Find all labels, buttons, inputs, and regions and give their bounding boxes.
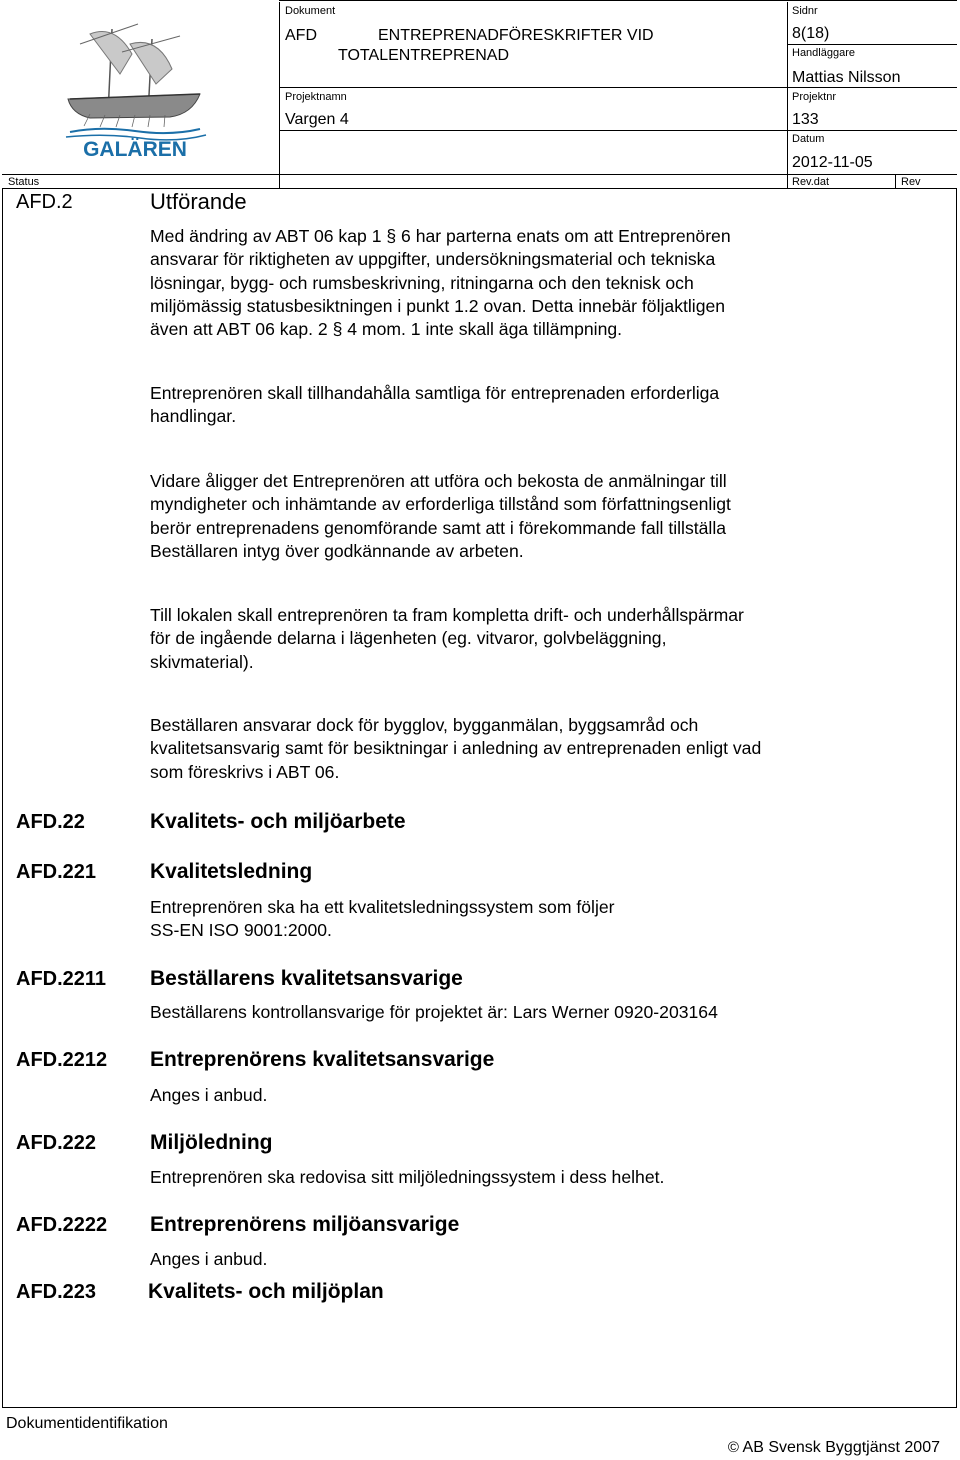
dokument-title-line1: ENTREPRENADFÖRESKRIFTER VID — [378, 27, 654, 44]
sidnr-label: Sidnr — [792, 5, 818, 17]
section-heading-entreprenorens-kvalitetsansvarige: Entreprenörens kvalitetsansvarige — [150, 1048, 495, 1071]
paragraph-anmalningar: Vidare åligger det Entreprenören att utföra och bekosta de anmälningar till myndigheter och inhämtande av erforderliga tillstånd som författningsenligt berör entreprenadens genomförande samt att i förekommande fall tillställa Beställaren intyg över godkännande av arbeten. — [150, 471, 731, 561]
footer-dokumentidentifikation: Dokumentidentifikation — [6, 1415, 168, 1432]
logo-text: GALÄREN — [83, 138, 187, 159]
handlaggare-label: Handläggare — [792, 47, 855, 59]
section-code-afd2: AFD.2 — [16, 191, 73, 213]
copyright-icon: © — [727, 1439, 739, 1456]
text-kontrollansvarige: Beställarens kontrollansvarige för projektet är: Lars Werner 0920-203164 — [150, 1002, 718, 1022]
content-frame — [2, 188, 957, 1408]
section-heading-kvalitets-och-miljoplan: Kvalitets- och miljöplan — [148, 1280, 384, 1303]
section-code-afd223: AFD.223 — [16, 1281, 97, 1303]
footer-copyright — [728, 1438, 940, 1457]
section-heading-utforande: Utförande — [150, 189, 247, 214]
section-code-afd22: AFD.22 — [16, 811, 85, 833]
dokument-title-line2: TOTALENTREPRENAD — [338, 47, 509, 64]
projektnamn-value: Vargen 4 — [285, 111, 349, 128]
footer-publisher: AB Svensk Byggtjänst 2007 — [742, 1439, 940, 1456]
rev-label: Rev — [901, 176, 921, 188]
section-code-afd2222: AFD.2222 — [16, 1214, 108, 1236]
paragraph-driftparmar: Till lokalen skall entreprenören ta fram kompletta drift- och underhållspärmar för de ingående delarna i lägenheten (eg. vitvaror, golvbeläggning, skivmaterial). — [150, 605, 744, 672]
revdat-label: Rev.dat — [792, 176, 830, 188]
section-code-afd2212: AFD.2212 — [16, 1049, 108, 1071]
dokument-prefix: AFD — [285, 27, 317, 44]
paragraph-handlingar: Entreprenören skall tillhandahålla samtliga för entreprenaden erforderliga handlingar. — [150, 383, 720, 427]
section-heading-entreprenorens-miljoansvarige: Entreprenörens miljöansvarige — [150, 1213, 460, 1236]
section-code-afd2211: AFD.2211 — [16, 968, 107, 990]
section-heading-miljoledning: Miljöledning — [150, 1131, 273, 1154]
projektnr-label: Projektnr — [792, 91, 837, 103]
projektnr-value: 133 — [792, 111, 819, 128]
datum-label: Datum — [792, 133, 825, 145]
status-label: Status — [8, 176, 40, 188]
sidnr-value: 8(18) — [792, 25, 830, 42]
section-code-afd222: AFD.222 — [16, 1132, 97, 1154]
section-code-afd221: AFD.221 — [16, 861, 97, 883]
handlaggare-value: Mattias Nilsson — [792, 69, 901, 86]
text-miljoledningssystem: Entreprenören ska redovisa sitt miljöledningssystem i dess helhet. — [150, 1167, 665, 1187]
paragraph-ansvar: Med ändring av ABT 06 kap 1 § 6 har parterna enats om att Entreprenören ansvarar för riktigheten av uppgifter, undersökningsmaterial och tekniska lösningar, bygg- och rumsbeskrivning, ritningarna och den teknisk och miljömässig statusbesiktningen i punkt 1.2 ovan. Detta innebär följaktligen även att ABT 06 kap. 2 § 4 mom. 1 inte skall äga tillämpning. — [150, 226, 731, 340]
datum-value: 2012-11-05 — [792, 154, 873, 171]
section-heading-bestallarens-kvalitetsansvarige: Beställarens kvalitetsansvarige — [150, 967, 463, 990]
section-heading-kvalitets-och-miljoarbete: Kvalitets- och miljöarbete — [150, 810, 406, 833]
text-anges-i-anbud-2: Anges i anbud. — [150, 1249, 268, 1269]
galaren-logo — [60, 14, 210, 159]
text-anges-i-anbud-1: Anges i anbud. — [150, 1085, 268, 1105]
section-heading-kvalitetsledning: Kvalitetsledning — [150, 860, 313, 883]
paragraph-kvalitetsledning: Entreprenören ska ha ett kvalitetsledningssystem som följer SS-EN ISO 9001:2000. — [150, 897, 615, 941]
paragraph-bygglov: Beställaren ansvarar dock för bygglov, bygganmälan, byggsamråd och kvalitetsansvarig samt för besiktningar i anledning av entreprenaden enligt vad som föreskrivs i ABT 06. — [150, 715, 762, 782]
dokument-label: Dokument — [285, 5, 336, 17]
projektnamn-label: Projektnamn — [285, 91, 347, 103]
